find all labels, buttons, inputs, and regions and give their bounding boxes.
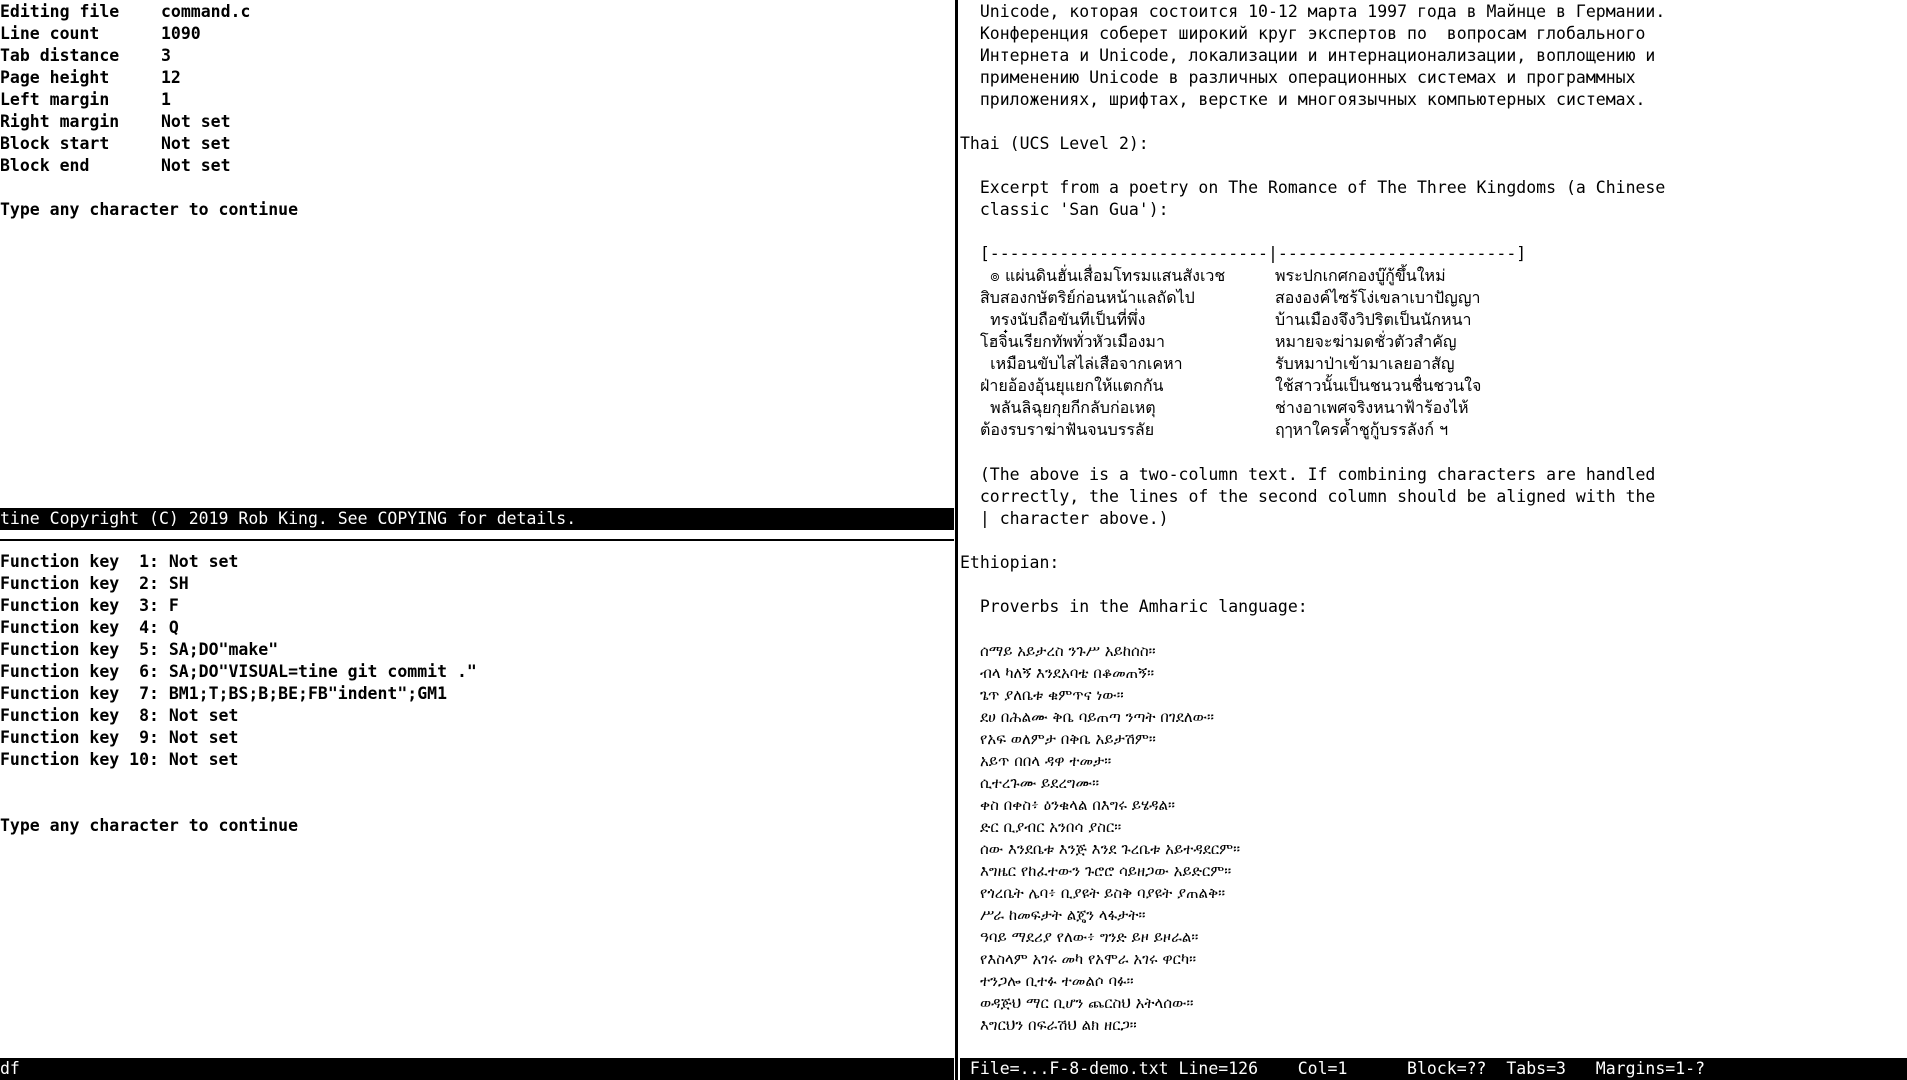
thai-note-line: correctly, the lines of the second column should be aligned with the [960,487,1656,506]
thai-intro-line: classic 'San Gua'): [960,200,1169,219]
continue-prompt-bottom: Type any character to continue [0,816,299,835]
function-key-row: Function key 1: Not set [0,552,239,571]
amharic-line: የአፍ ወለምታ በቅቤ አይታሽም። [980,730,1156,748]
right-pane[interactable] [960,0,1907,1080]
function-key-row: Function key 9: Not set [0,728,239,747]
thai-poem-right: สององค์ไซร้โง่เขลาเบาปัญญา [1275,288,1481,307]
function-key-row: Function key 5: SA;DO"make" [0,640,279,659]
info-value: Not set [161,112,231,131]
continue-prompt: Type any character to continue [0,200,299,219]
amharic-line: ዓባይ ማደሪያ የለው፥ ግንድ ይዞ ይዞራል። [980,928,1199,946]
thai-poem-right: หมายจะฆ่ามดชั่วตัวสำคัญ [1275,332,1457,351]
thai-poem-left: พลันลิฉุยกุยกีกลับก่อเหตุ [980,398,1156,417]
amharic-line: የእስላም አገሩ መካ የአሞራ አገሩ ዋርካ። [980,950,1197,968]
thai-note-line: (The above is a two-column text. If combining characters are handled [960,465,1656,484]
thai-poem-right: ฤๅหาใครค้ำชูกู้บรรลังก์ ฯ [1275,420,1449,439]
amharic-line: ጌጥ ያለቤቱ ቁምጥና ነው። [980,686,1124,704]
amharic-line: ወዳጅህ ማር ቢሆን ጨርስህ አትላሰው። [980,994,1194,1012]
amharic-line: ቀስ በቀስ፥ ዕንቁላል በእግሩ ይሄዳል። [980,796,1176,814]
amharic-line: ሥራ ከመፍታት ልጄን ላፋታት። [980,906,1146,924]
thai-heading: Thai (UCS Level 2): [960,134,1149,153]
status-bar-top: tine Copyright (C) 2019 Rob King. See COPYING for details. [0,508,954,530]
russian-line: приложениях, шрифтах, верстке и многоязычных компьютерных системах. [960,90,1646,109]
amharic-line: እግርህን በፍራሽህ ልክ ዘርጋ። [980,1016,1137,1034]
info-value: 1090 [161,24,201,43]
function-key-row: Function key 4: Q [0,618,179,637]
ethiopian-intro: Proverbs in the Amharic language: [960,597,1308,616]
thai-poem-left: โฮจิ๋นเรียกทัพทั่วหัวเมืองมา [980,332,1165,351]
thai-poem-left: สิบสองกษัตริย์ก่อนหน้าแลถัดไป [980,288,1195,307]
thai-poem-right: บ้านเมืองจึงวิปริตเป็นนักหนา [1275,310,1472,329]
ethiopian-heading: Ethiopian: [960,553,1060,572]
function-key-row: Function key 7: BM1;T;BS;B;BE;FB"indent";GM1 [0,684,448,703]
amharic-line: ተንጋሎ ቢተፉ ተመልሶ ባፉ። [980,972,1134,990]
info-label: Right margin [0,112,120,131]
thai-intro-line: Excerpt from a poetry on The Romance of The Three Kingdoms (a Chinese [960,178,1666,197]
amharic-line: አይጥ በበላ ዳዋ ተመታ። [980,752,1112,770]
info-label: Editing file [0,2,120,21]
amharic-line: ብላ ካለኝ እንደአባቴ በቆመጠኝ። [980,664,1155,682]
thai-poem-right: ใช้สาวนั้นเป็นชนวนชื่นชวนใจ [1275,376,1482,395]
thai-poem-left: เหมือนขับไสไล่เสือจากเคหา [980,354,1183,373]
thai-poem-right: รับหมาป่าเข้ามาเลยอาสัญ [1275,354,1455,373]
thai-poem-left: ต้องรบราฆ่าฟันจนบรรลัย [980,420,1155,439]
amharic-line: ድር ቢያብር አንበሳ ያስር። [980,818,1122,836]
info-value: 3 [161,46,171,65]
vertical-divider[interactable] [955,0,958,1080]
russian-line: Unicode, которая состоится 10-12 марта 1997 года в Майнце в Германии. [960,2,1666,21]
info-value: 12 [161,68,181,87]
info-value: Not set [161,134,231,153]
thai-note-line: | character above.) [960,509,1169,528]
russian-line: Интернета и Unicode, локализации и интернационализации, воплощению и [960,46,1656,65]
function-key-row: Function key 2: SH [0,574,189,593]
thai-poem-left: ๏ แผ่นดินฮั่นเสื่อมโทรมแสนสังเวช [980,266,1226,285]
function-key-row: Function key 8: Not set [0,706,239,725]
command-line[interactable]: df [0,1058,954,1080]
info-label: Block end [0,156,90,175]
amharic-line: ሰው እንደቤቱ እንጅ እንደ ጉረቤቱ አይተዳደርም። [980,840,1241,858]
russian-line: Конференция соберет широкий круг экспертов по вопросам глобального [960,24,1646,43]
russian-line: применению Unicode в различных операционных системах и программных [960,68,1636,87]
info-label: Page height [0,68,110,87]
function-key-row: Function key 10: Not set [0,750,239,769]
function-key-row: Function key 3: F [0,596,179,615]
amharic-line: እግዜር የከፈተውን ጉሮሮ ሳይዘጋው አይድርም። [980,862,1232,880]
info-label: Left margin [0,90,110,109]
thai-poem-right: ช่างอาเพศจริงหนาฟ้าร้องไห้ [1275,398,1469,417]
thai-poem-left: ฝ่ายอ้องอุ้นยุแยกให้แตกกัน [980,376,1164,395]
info-value: Not set [161,156,231,175]
thai-poem-right: พระปกเกศกองบู๊กู้ขึ้นใหม่ [1275,266,1446,285]
info-label: Block start [0,134,110,153]
amharic-line: ሲተረጉሙ ይደረግሙ። [980,774,1100,792]
pane-separator [0,539,954,541]
function-key-row: Function key 6: SA;DO"VISUAL=tine git commit ." [0,662,477,681]
status-bar-bottom: File=...F-8-demo.txt Line=126 Col=1 Block=?? Tabs=3 Margins=1-? [960,1058,1907,1080]
amharic-line: የጎረቤት ሌባ፥ ቢያዩት ይስቅ ባያዩት ያጠልቅ። [980,884,1226,902]
amharic-line: ደሀ በሕልሙ ቅቤ ባይጠጣ ንጣት በገደለው። [980,708,1215,726]
info-value: command.c [161,2,251,21]
info-label: Line count [0,24,100,43]
amharic-line: ሰማይ አይታረስ ንጉሥ አይከሰስ። [980,642,1156,660]
thai-poem-left: ทรงนับถือขันทีเป็นที่พึ่ง [980,310,1146,329]
info-label: Tab distance [0,46,120,65]
thai-ruler: [----------------------------|------------------------] [960,244,1527,263]
info-value: 1 [161,90,171,109]
